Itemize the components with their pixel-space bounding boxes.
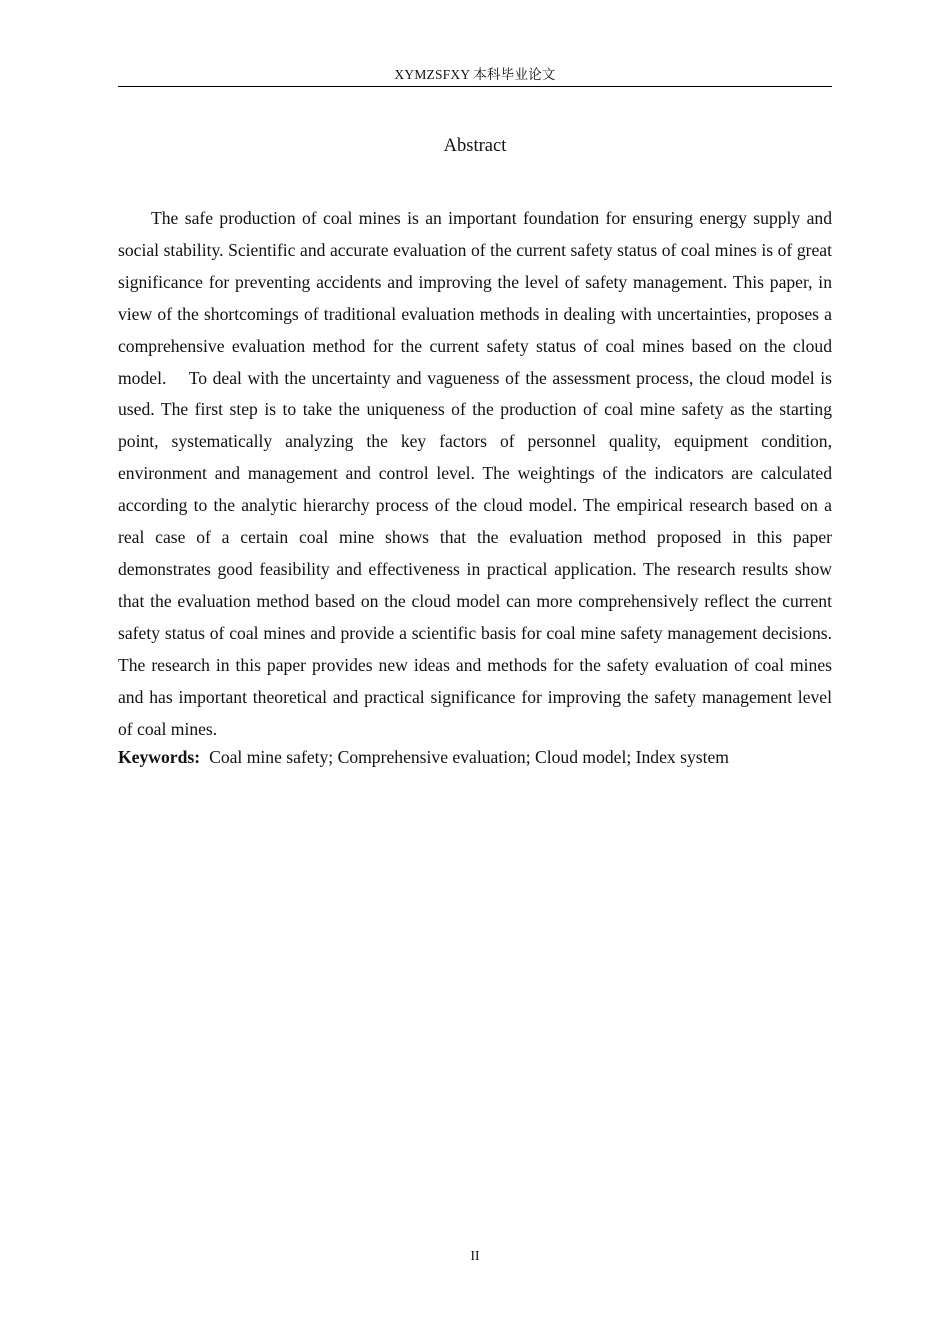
header-divider <box>118 86 832 87</box>
keywords-label: Keywords: <box>118 747 201 767</box>
abstract-body: The safe production of coal mines is an important foundation for ensuring energy supply and social stability. Scientific and accurate evaluation of the current safety status of coal mines is of great significance for preventing accidents and improving the level of safety management. This paper, in view of the shortcomings of traditional evaluation methods in dealing with uncertainties, proposes a comprehensive evaluation method for the current safety status of coal mines based on the cloud model. To deal with the uncertainty and vagueness of the assessment process, the cloud model is used. The first step is to take the uniqueness of the production of coal mine safety as the starting point, systematically analyzing the key factors of personnel quality, equipment condition, environment and management and control level. The weightings of the indicators are calculated according to the analytic hierarchy process of the cloud model. The empirical research based on a real case of a certain coal mine shows that the evaluation method proposed in this paper demonstrates good feasibility and effectiveness in practical application. The research results show that the evaluation method based on the cloud model can more comprehensively reflect the current safety status of coal mines and provide a scientific basis for coal mine safety management decisions. The research in this paper provides new ideas and methods for the safety evaluation of coal mines and has important theoretical and practical significance for improving the safety management level of coal mines. <box>118 208 832 739</box>
running-header: XYMZSFXY 本科毕业论文 <box>394 67 556 82</box>
abstract-title: Abstract <box>443 136 507 156</box>
keywords-value: Coal mine safety; Comprehensive evaluation; Cloud model; Index system <box>209 747 729 767</box>
keywords-line <box>118 745 832 769</box>
page-number: II <box>470 1248 480 1263</box>
